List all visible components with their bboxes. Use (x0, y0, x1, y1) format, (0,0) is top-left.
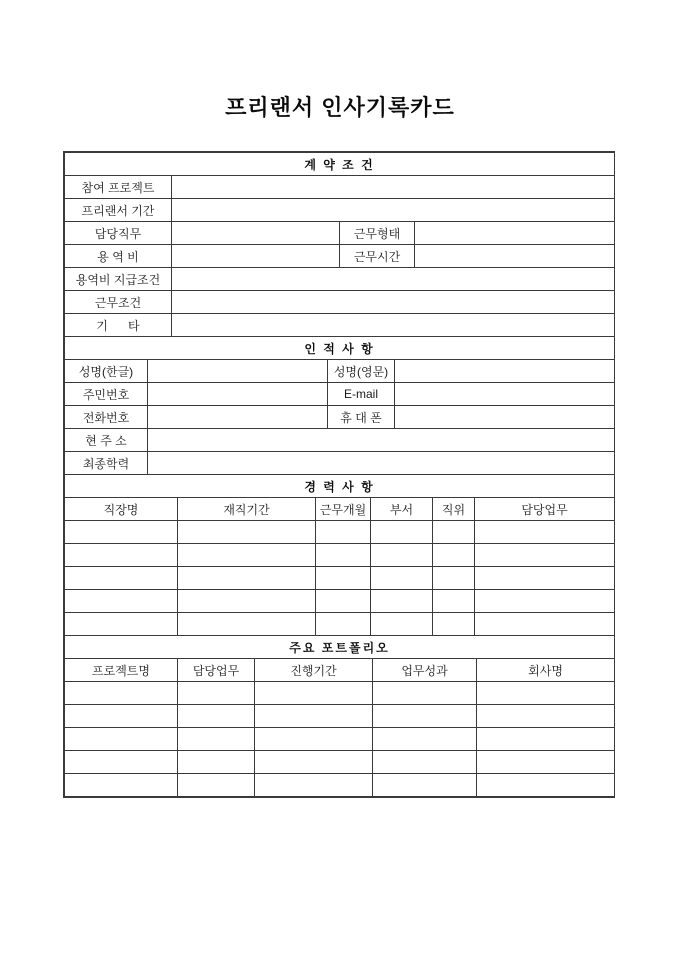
career-empty-row (65, 590, 615, 613)
label-work-hours: 근무시간 (340, 245, 415, 268)
input-mobile-phone[interactable] (395, 406, 615, 429)
career-cell-department[interactable] (371, 567, 433, 590)
portfolio-cell-duties[interactable] (178, 728, 255, 751)
career-col-position: 직위 (433, 498, 475, 521)
input-email[interactable] (395, 383, 615, 406)
portfolio-empty-row (65, 728, 615, 751)
career-section-table (64, 474, 615, 636)
portfolio-cell-duties[interactable] (178, 705, 255, 728)
career-col-duties: 담당업무 (475, 498, 615, 521)
career-col-months-worked: 근무개월 (316, 498, 371, 521)
input-work-conditions[interactable] (172, 291, 615, 314)
label-fee-payment-terms: 용역비 지급조건 (65, 268, 172, 291)
career-cell-employment-period[interactable] (178, 567, 316, 590)
portfolio-cell-achievement[interactable] (373, 705, 477, 728)
career-cell-company[interactable] (65, 590, 178, 613)
career-cell-department[interactable] (371, 613, 433, 636)
portfolio-cell-duties[interactable] (178, 751, 255, 774)
portfolio-cell-project-name[interactable] (65, 728, 178, 751)
label-service-fee: 용 역 비 (65, 245, 172, 268)
input-name-korean[interactable] (148, 360, 328, 383)
career-cell-department[interactable] (371, 521, 433, 544)
portfolio-cell-company[interactable] (477, 682, 615, 705)
career-section-header: 경 력 사 항 (65, 475, 615, 498)
label-freelancer-period: 프리랜서 기간 (65, 199, 172, 222)
career-cell-duties[interactable] (475, 544, 615, 567)
contract-section-table (64, 152, 615, 337)
label-name-korean: 성명(한글) (65, 360, 148, 383)
portfolio-cell-achievement[interactable] (373, 751, 477, 774)
portfolio-cell-achievement[interactable] (373, 728, 477, 751)
career-cell-months-worked[interactable] (316, 521, 371, 544)
career-empty-row (65, 521, 615, 544)
personal-section-header: 인 적 사 항 (65, 337, 615, 360)
personal-section-table (64, 336, 615, 475)
label-etc: 기 타 (65, 314, 172, 337)
portfolio-col-period: 진행기간 (255, 659, 373, 682)
career-cell-company[interactable] (65, 613, 178, 636)
portfolio-cell-period[interactable] (255, 705, 373, 728)
career-cell-duties[interactable] (475, 521, 615, 544)
portfolio-col-achievement: 업무성과 (373, 659, 477, 682)
input-duty[interactable] (172, 222, 340, 245)
label-participating-project: 참여 프로젝트 (65, 176, 172, 199)
career-cell-position[interactable] (433, 567, 475, 590)
career-cell-position[interactable] (433, 521, 475, 544)
career-col-employment-period: 재직기간 (178, 498, 316, 521)
input-name-english[interactable] (395, 360, 615, 383)
career-cell-employment-period[interactable] (178, 544, 316, 567)
portfolio-cell-period[interactable] (255, 774, 373, 797)
label-resident-number: 주민번호 (65, 383, 148, 406)
label-work-type: 근무형태 (340, 222, 415, 245)
label-current-address: 현 주 소 (65, 429, 148, 452)
career-cell-company[interactable] (65, 544, 178, 567)
portfolio-cell-project-name[interactable] (65, 774, 178, 797)
portfolio-cell-company[interactable] (477, 751, 615, 774)
career-cell-duties[interactable] (475, 613, 615, 636)
career-cell-department[interactable] (371, 544, 433, 567)
career-cell-company[interactable] (65, 567, 178, 590)
input-service-fee[interactable] (172, 245, 340, 268)
form-title: 프리랜서 인사기록카드 (225, 95, 455, 120)
portfolio-col-duties: 담당업무 (178, 659, 255, 682)
career-cell-months-worked[interactable] (316, 544, 371, 567)
career-col-company: 직장명 (65, 498, 178, 521)
portfolio-cell-achievement[interactable] (373, 774, 477, 797)
career-cell-duties[interactable] (475, 590, 615, 613)
input-freelancer-period[interactable] (172, 199, 615, 222)
portfolio-empty-row (65, 682, 615, 705)
label-phone-number: 전화번호 (65, 406, 148, 429)
career-cell-employment-period[interactable] (178, 590, 316, 613)
career-cell-months-worked[interactable] (316, 613, 371, 636)
input-etc[interactable] (172, 314, 615, 337)
portfolio-cell-company[interactable] (477, 774, 615, 797)
portfolio-cell-period[interactable] (255, 728, 373, 751)
input-work-type[interactable] (415, 222, 615, 245)
input-work-hours[interactable] (415, 245, 615, 268)
input-fee-payment-terms[interactable] (172, 268, 615, 291)
input-current-address[interactable] (148, 429, 615, 452)
portfolio-cell-period[interactable] (255, 682, 373, 705)
portfolio-cell-project-name[interactable] (65, 682, 178, 705)
portfolio-cell-project-name[interactable] (65, 705, 178, 728)
career-empty-row (65, 613, 615, 636)
input-participating-project[interactable] (172, 176, 615, 199)
portfolio-cell-company[interactable] (477, 705, 615, 728)
label-work-conditions: 근무조건 (65, 291, 172, 314)
portfolio-cell-duties[interactable] (178, 682, 255, 705)
career-cell-company[interactable] (65, 521, 178, 544)
portfolio-cell-company[interactable] (477, 728, 615, 751)
portfolio-cell-achievement[interactable] (373, 682, 477, 705)
input-resident-number[interactable] (148, 383, 328, 406)
career-cell-months-worked[interactable] (316, 567, 371, 590)
portfolio-cell-period[interactable] (255, 751, 373, 774)
label-mobile-phone: 휴 대 폰 (328, 406, 395, 429)
input-final-education[interactable] (148, 452, 615, 475)
career-col-department: 부서 (371, 498, 433, 521)
portfolio-cell-duties[interactable] (178, 774, 255, 797)
career-cell-duties[interactable] (475, 567, 615, 590)
career-cell-months-worked[interactable] (316, 590, 371, 613)
label-final-education: 최종학력 (65, 452, 148, 475)
label-email: E-mail (328, 383, 395, 406)
personnel-record-form (63, 151, 615, 798)
portfolio-empty-row (65, 774, 615, 797)
career-cell-department[interactable] (371, 590, 433, 613)
career-cell-position[interactable] (433, 613, 475, 636)
contract-section-header: 계 약 조 건 (65, 153, 615, 176)
portfolio-empty-row (65, 705, 615, 728)
label-name-english: 성명(영문) (328, 360, 395, 383)
career-cell-position[interactable] (433, 590, 475, 613)
portfolio-empty-row (65, 751, 615, 774)
career-empty-row (65, 544, 615, 567)
portfolio-section-header: 주요 포트폴리오 (65, 636, 615, 659)
career-cell-employment-period[interactable] (178, 613, 316, 636)
career-empty-row (65, 567, 615, 590)
input-phone-number[interactable] (148, 406, 328, 429)
portfolio-col-company: 회사명 (477, 659, 615, 682)
portfolio-cell-project-name[interactable] (65, 751, 178, 774)
label-duty: 담당직무 (65, 222, 172, 245)
portfolio-section-table (64, 635, 615, 797)
portfolio-col-project-name: 프로젝트명 (65, 659, 178, 682)
career-cell-position[interactable] (433, 544, 475, 567)
career-cell-employment-period[interactable] (178, 521, 316, 544)
